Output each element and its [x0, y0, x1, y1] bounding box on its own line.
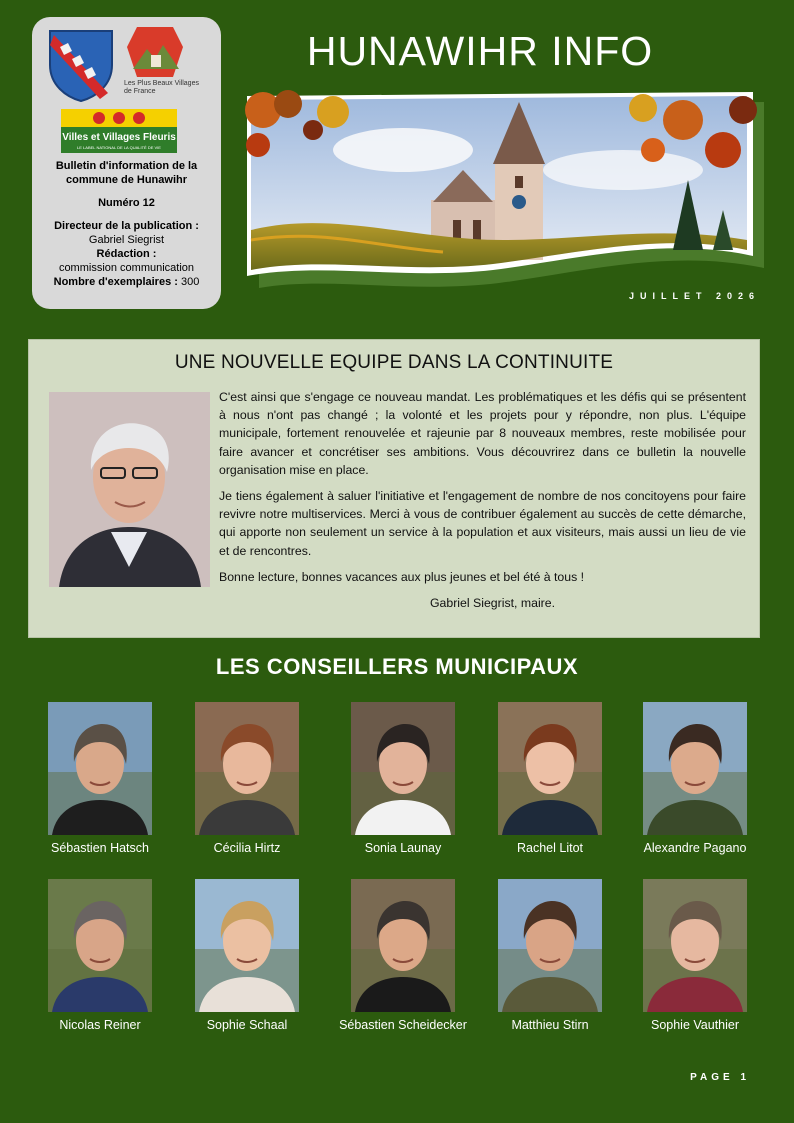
member-photo — [48, 702, 152, 835]
copies-line — [38, 275, 215, 289]
editorial-body — [219, 388, 746, 620]
issue-date: JUILLET 2026 — [628, 291, 760, 301]
editorial-paragraph: C'est ainsi que s'engage ce nouveau mandat. Les problématiques et les défis qui se présentent à nous n'ont pas changé ; la volonté et les projets pour y répondre, non plus. L'équipe municipale, fortement renouvelée et rajeunie par 8 nouveaux membres, reste mobilisée pour faire avancer et concrétiser ses ambitions. Vous découvrirez dans ce bulletin la nouvelle organisation mise en place. — [219, 390, 746, 477]
member-photo — [195, 879, 299, 1012]
copies-label: Nombre d'exemplaires : — [53, 276, 178, 288]
council-member — [328, 702, 478, 855]
publication-details — [38, 159, 215, 289]
council-member — [25, 702, 175, 855]
member-name: Nicolas Reiner — [59, 1018, 141, 1032]
member-photo — [498, 702, 602, 835]
council-member — [475, 702, 625, 855]
editorial-signature: Gabriel Siegrist, maire. — [429, 596, 556, 611]
member-photo — [498, 879, 602, 1012]
council-member — [475, 879, 625, 1032]
member-name: Sophie Schaal — [206, 1018, 288, 1032]
director-label: Directeur de la publication : — [54, 220, 199, 232]
member-name: Sophie Vauthier — [650, 1018, 740, 1032]
council-heading: LES CONSEILLERS MUNICIPAUX — [215, 654, 579, 679]
council-member — [172, 702, 322, 855]
mayor-photo — [49, 392, 210, 587]
logos — [32, 17, 221, 177]
fleuris-sublabel: LE LABEL NATIONAL DE LA QUALITÉ DE VIE — [77, 145, 161, 150]
beaux-villages-logo-icon — [125, 25, 185, 81]
member-name: Alexandre Pagano — [643, 841, 747, 855]
masthead-title: HUNAWIHR INFO — [306, 28, 654, 74]
member-photo — [643, 702, 747, 835]
publication-info-box — [32, 17, 221, 309]
member-photo — [48, 879, 152, 1012]
editorial-section — [28, 339, 760, 638]
council-member — [172, 879, 322, 1032]
member-name: Matthieu Stirn — [511, 1018, 589, 1032]
page-number: PAGE 1 — [690, 1072, 750, 1083]
member-name: Rachel Litot — [516, 841, 583, 855]
council-member — [25, 879, 175, 1032]
member-name: Sébastien Scheidecker — [339, 1018, 467, 1032]
editorial-label: Rédaction : — [96, 248, 157, 260]
member-photo — [195, 702, 299, 835]
council-member — [620, 879, 770, 1032]
copies-count: 300 — [180, 276, 200, 288]
hunawihr-coat-of-arms-icon — [48, 29, 114, 103]
editorial-paragraph: Je tiens également à saluer l'initiative et l'engagement de nombre de nos concitoyens pour faire revivre notre multiservices. Merci à vous de contribuer également au succès de cette démarche, qui apporte non seulement un service à la population et aux visiteurs, mais aussi un lieu de vie et de rencontres. — [219, 489, 746, 558]
church-hero-image — [243, 90, 765, 296]
member-photo — [643, 879, 747, 1012]
member-name: Sonia Launay — [364, 841, 442, 855]
member-photo — [351, 879, 455, 1012]
member-name: Sébastien Hatsch — [51, 841, 149, 855]
editorial-team: commission communication — [58, 262, 195, 274]
beaux-villages-label: Les Plus Beaux Villages de France — [124, 80, 199, 95]
editorial-paragraph: Bonne lecture, bonnes vacances aux plus jeunes et bel été à tous ! — [219, 569, 585, 584]
member-name: Cécilia Hirtz — [213, 841, 281, 855]
editorial-title: UNE NOUVELLE EQUIPE DANS LA CONTINUITE — [174, 352, 614, 373]
bulletin-label: Bulletin d'information de la commune de Hunawihr — [55, 160, 198, 186]
council-member — [620, 702, 770, 855]
issue-number: Numéro 12 — [98, 197, 155, 209]
member-photo — [351, 702, 455, 835]
council-member — [328, 879, 478, 1032]
villes-villages-fleuris-logo-icon — [61, 109, 177, 153]
director-name: Gabriel Siegrist — [88, 234, 165, 246]
fleuris-label: Villes et Villages Fleuris — [62, 132, 176, 143]
